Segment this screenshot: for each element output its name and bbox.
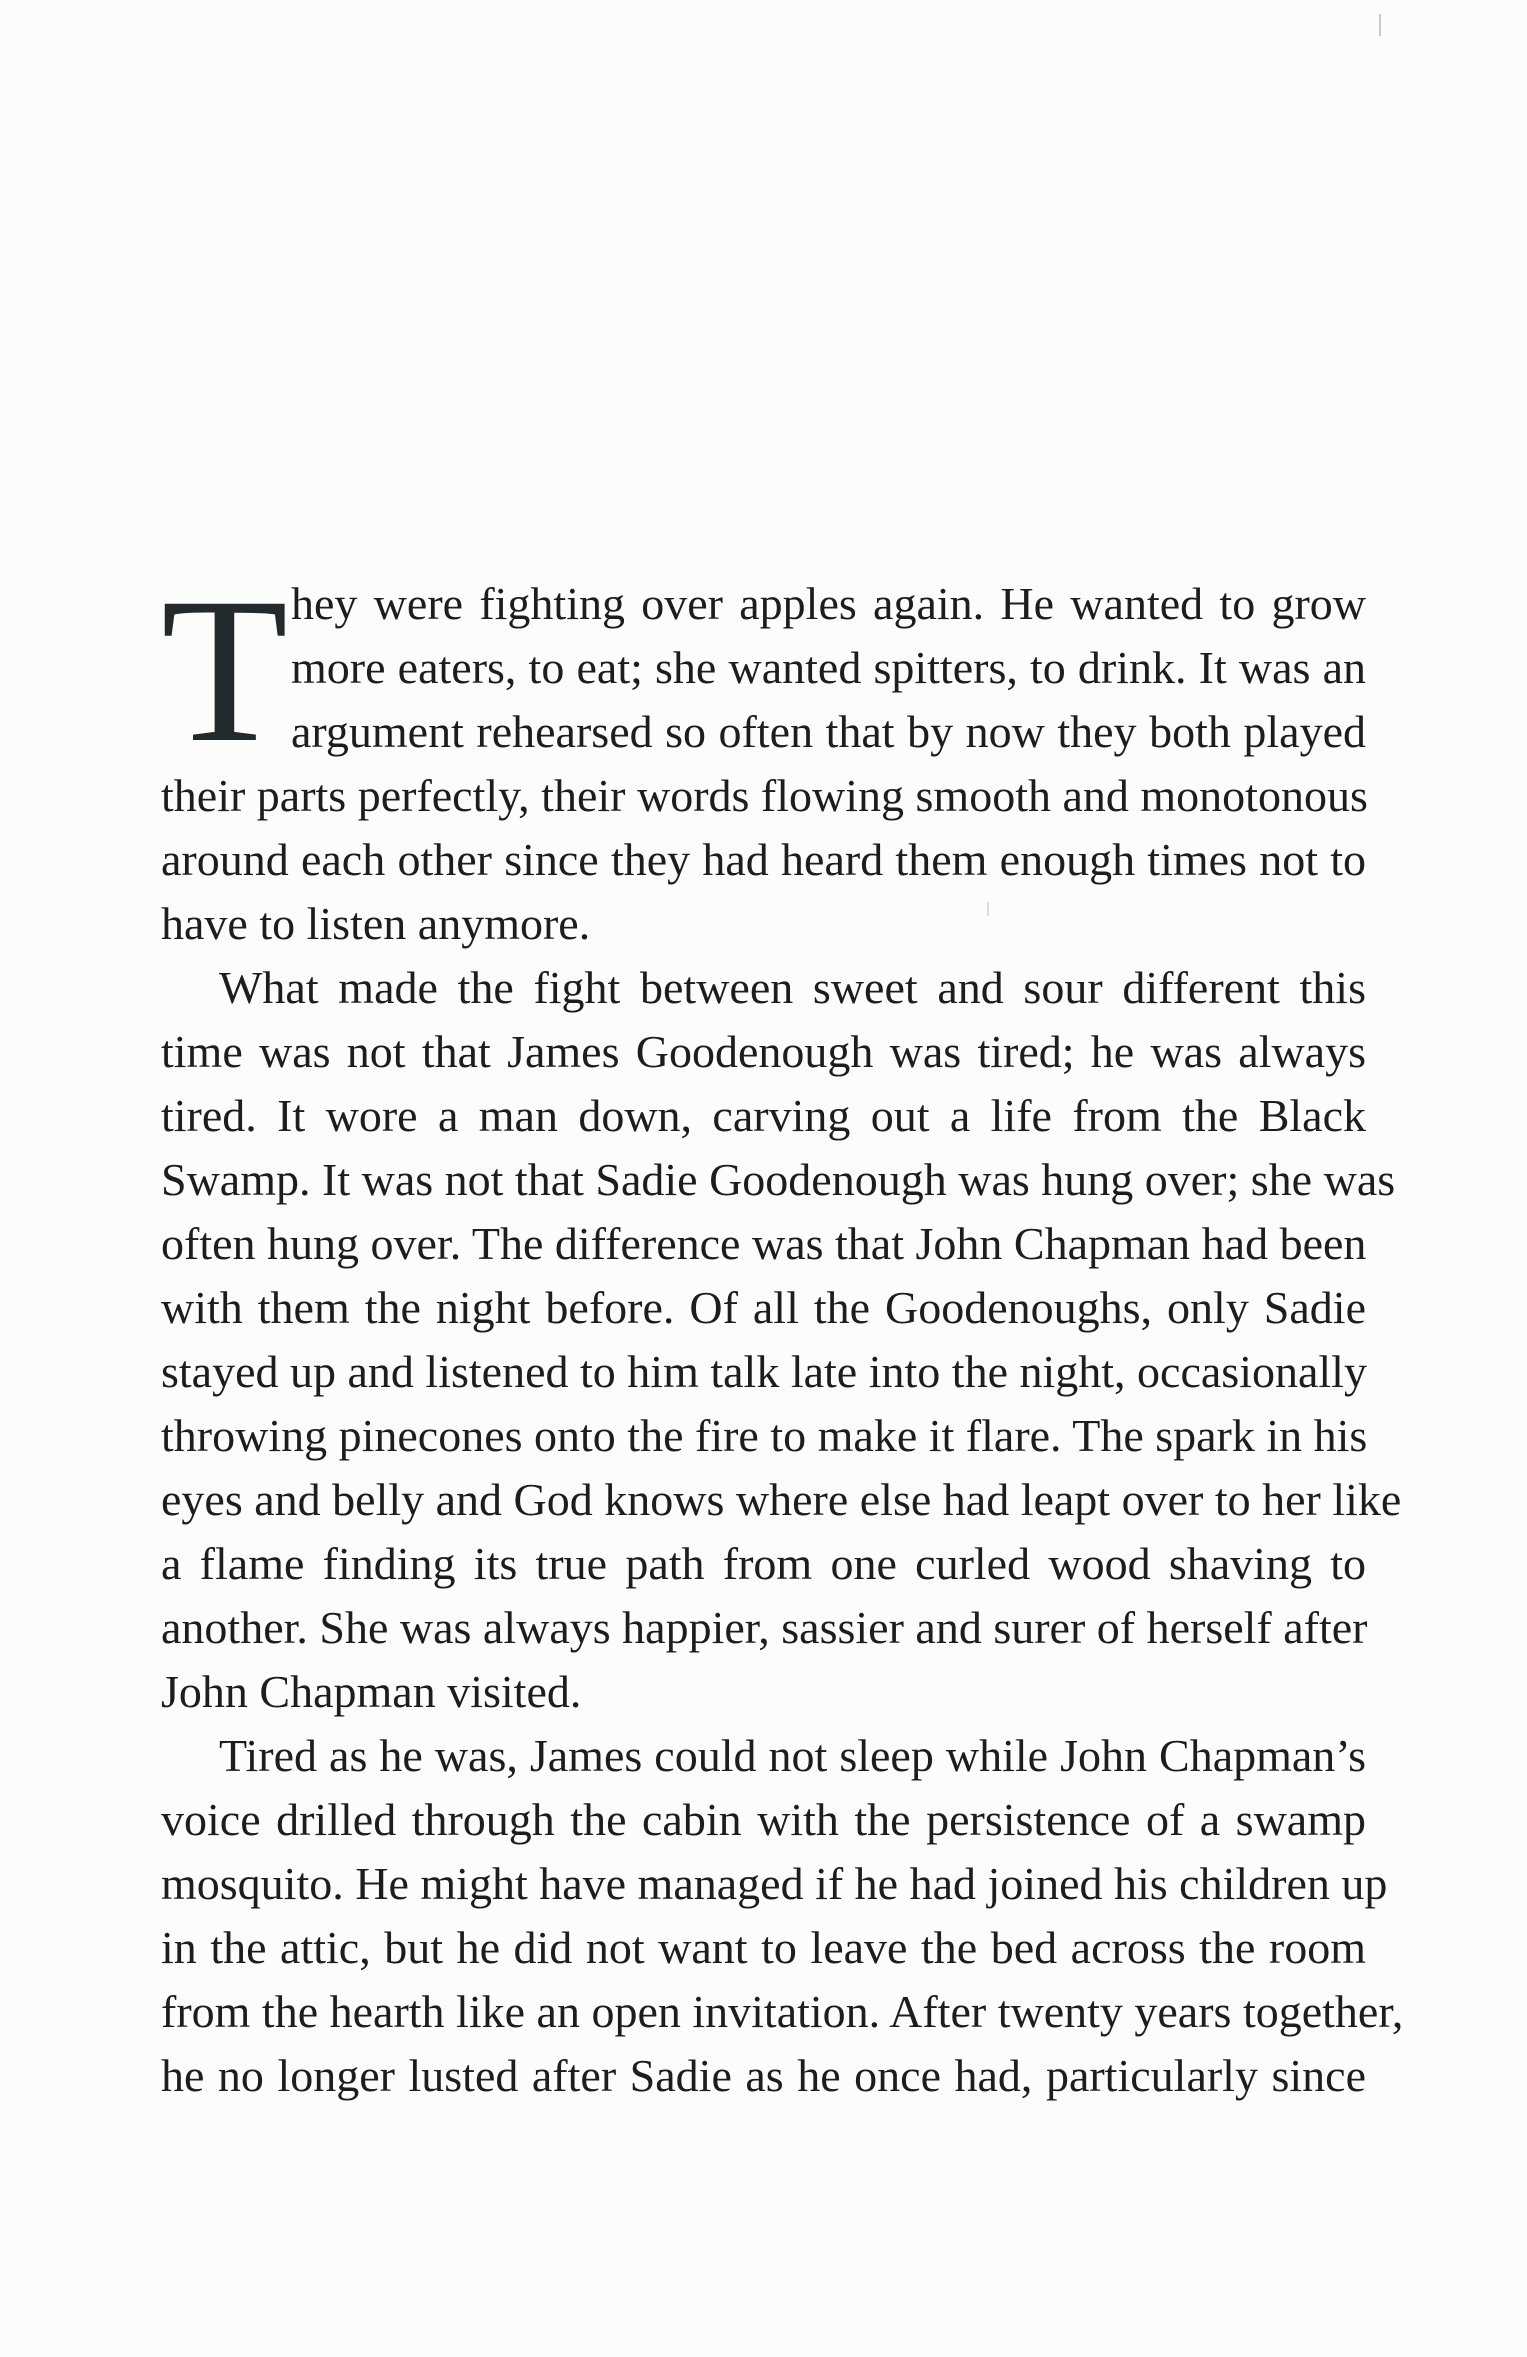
text-line: have to listen anymore. — [161, 898, 591, 949]
text-line: he no longer lusted after Sadie as he once had, particularly since — [161, 2050, 1366, 2101]
text-line: stayed up and listened to him talk late into the night, occasionally — [161, 1346, 1367, 1397]
text-line: another. She was always happier, sassier and surer of herself after — [161, 1602, 1368, 1653]
text-line: argument rehearsed so often that by now they both played — [291, 706, 1366, 757]
text-line: Tired as he was, James could not sleep while John Chapman’s — [219, 1730, 1366, 1781]
text-line: with them the night before. Of all the Goodenoughs, only Sadie — [161, 1282, 1366, 1333]
text-line: often hung over. The difference was that John Chapman had been — [161, 1218, 1367, 1269]
text-line: Swamp. It was not that Sadie Goodenough was hung over; she was — [161, 1154, 1396, 1205]
text-line: around each other since they had heard them enough times not to — [161, 834, 1366, 885]
text-line: time was not that James Goodenough was tired; he was always — [161, 1026, 1366, 1077]
text-line: tired. It wore a man down, carving out a life from the Black — [161, 1090, 1366, 1141]
text-line: their parts perfectly, their words flowing smooth and monotonous — [161, 770, 1368, 821]
text-line: mosquito. He might have managed if he had joined his children up — [161, 1858, 1388, 1909]
text-line: more eaters, to eat; she wanted spitters, to drink. It was an — [291, 642, 1366, 693]
text-line: a flame finding its true path from one curled wood shaving to — [161, 1538, 1366, 1589]
text-line: throwing pinecones onto the fire to make it flare. The spark in his — [161, 1410, 1368, 1461]
text-line: in the attic, but he did not want to leave the bed across the room — [161, 1922, 1366, 1973]
text-line: from the hearth like an open invitation. After twenty years together, — [161, 1986, 1404, 2037]
text-line: hey were fighting over apples again. He wanted to grow — [291, 578, 1366, 629]
body-text — [161, 555, 1404, 2108]
drop-cap: T — [161, 555, 289, 785]
text-line: voice drilled through the cabin with the persistence of a swamp — [161, 1794, 1366, 1845]
text-line: John Chapman visited. — [161, 1666, 582, 1717]
scan-speck — [1379, 14, 1381, 36]
text-line: What made the fight between sweet and sour different this — [219, 962, 1366, 1013]
text-line: eyes and belly and God knows where else had leapt over to her like — [161, 1474, 1402, 1525]
